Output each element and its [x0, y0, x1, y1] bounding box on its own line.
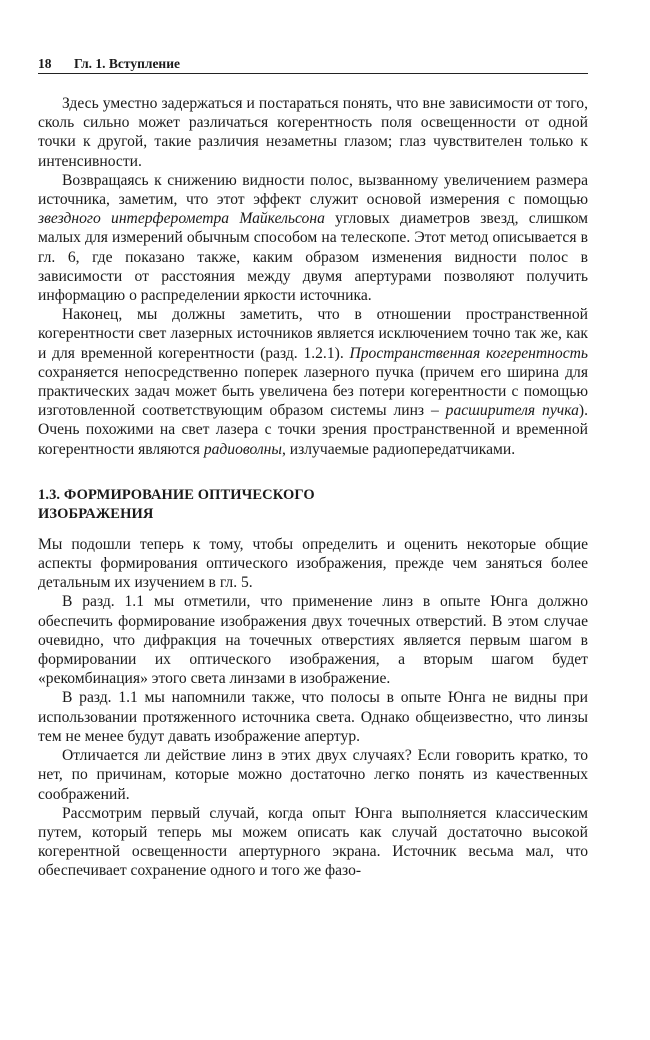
- term-beam-expander: расширителя пучка: [445, 402, 579, 420]
- body-text: [38, 94, 588, 881]
- chapter-title: Гл. 1. Вступление: [74, 56, 180, 71]
- header-rule: [38, 73, 588, 74]
- paragraph-eye-coherence: Здесь уместно задержаться и постараться понять, что вне зависимости от того, сколь сильно может различаться когерентность поля освещенности от одной точки к другой, такие различия незаметны глазом; глаз чувствителен только к интенсивности.: [38, 95, 588, 170]
- term-spatial-coherence: Пространственная когерентность: [349, 344, 588, 362]
- page-number: 18: [38, 56, 52, 71]
- paragraph-laser-coherence: Наконец, мы должны заметить, что в отношении пространственной когерентности свет лазерных источников является исключением точно так же, как и для временной когерентности (разд. 1.2.1). Пространственная когерентность сохраняется непосредственно поперек лазерного пучка (причем его ширина для практических задач может быть увеличена без потери когерентности с помощью изготовленной соответствующим образом системы линз – расширителя пучка). Очень похожими на свет лазера с точки зрения пространственной и временной когерентности являются радиоволны, излучаемые радиопередатчиками.: [38, 306, 588, 458]
- term-michelson-interferometer: звездного интерферометра Майкельсона: [38, 210, 325, 228]
- running-head: [38, 56, 588, 72]
- section-heading: [38, 486, 588, 524]
- paragraph-two-cases: Отличается ли действие линз в этих двух случаях? Если говорить кратко, то нет, по причинам, которые можно достаточно легко понять из качественных соображений.: [38, 747, 588, 803]
- paragraph-michelson: Возвращаясь к снижению видности полос, вызванному увеличением размера источника, заметим, что этот эффект служит основой измерения с помощью звездного интерферометра Майкельсона угловых диаметров звезд, слишком малых для измерений обычным способом на телескопе. Этот метод описывается в гл. 6, где показано также, каким образом изменения видности полос в зависимости от расстояния между двумя апертурами позволяют получить информацию о распределении яркости источника.: [38, 171, 589, 305]
- paragraph-first-case: Рассмотрим первый случай, когда опыт Юнга выполняется классическим путем, который теперь мы можем описать как случай достаточно высокой когерентной освещенности апертурного экрана. Источник весьма мал, что обеспечивает сохранение одного и того же фазо-: [38, 804, 588, 880]
- paragraph-section-intro: Мы подошли теперь к тому, чтобы определить и оценить некоторые общие аспекты формирования оптического изображения, прежде чем заняться более детальным их изучением в гл. 5.: [38, 535, 588, 592]
- term-radio-waves: радиоволны: [203, 440, 282, 458]
- paragraph-young-lenses: В разд. 1.1 мы отметили, что применение линз в опыте Юнга должно обеспечить формирование изображения двух точечных отверстий. В этом случае очевидно, что дифракция на точечных отверстиях является первым шагом в формировании их оптического изображения, а вторым шагом будет «рекомбинация» этого света линзами в изображение.: [38, 593, 588, 688]
- section-heading-line1: 1.3. ФОРМИРОВАНИЕ ОПТИЧЕСКОГО: [38, 486, 315, 503]
- section-heading-line2: ИЗОБРАЖЕНИЯ: [38, 505, 154, 522]
- paragraph-extended-source: В разд. 1.1 мы напомнили также, что полосы в опыте Юнга не видны при использовании протяженного источника света. Однако общеизвестно, что линзы тем не менее будут давать изображение апертур.: [38, 689, 588, 745]
